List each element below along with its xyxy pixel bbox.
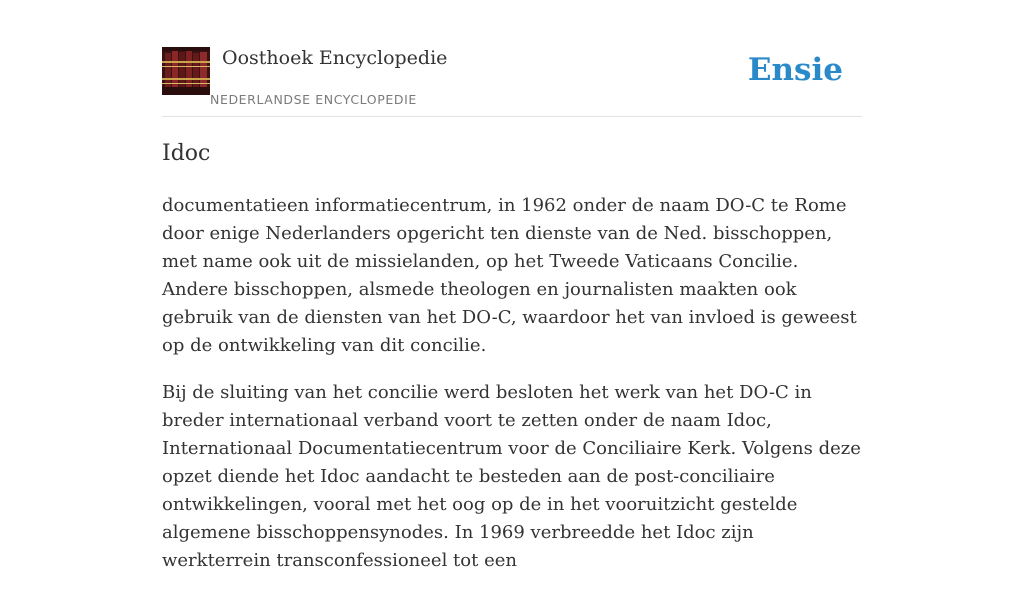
site-subtitle: NEDERLANDSE ENCYCLOPEDIE (210, 92, 417, 107)
article-title: Idoc (162, 141, 211, 166)
books-icon (162, 47, 210, 95)
site-name[interactable]: Oosthoek Encyclopedie (222, 47, 448, 69)
site-header (162, 46, 862, 117)
brand-logo[interactable]: Ensie (747, 52, 843, 88)
article-body (162, 192, 862, 594)
encyclopedia-books-avatar[interactable] (162, 47, 210, 95)
article-paragraph: Bij de sluiting van het concilie werd besloten het werk van het DO-C in breder internationaal verband voort te zetten onder de naam Idoc, Internationaal Documentatiecentrum voor de Conciliaire Kerk. Volgens deze opzet diende het Idoc aandacht te besteden aan de post-conciliaire ontwikkelingen, vooral met het oog op de in het vooruitzicht gestelde algemene bisschoppensynodes. In 1969 verbreedde het Idoc zijn werkterrein transconfessioneel tot een (162, 382, 861, 571)
article-paragraph: documentatieen informatiecentrum, in 1962 onder de naam DO-C te Rome door enige Nederlanders opgericht ten dienste van de Ned. bisschoppen, met name ook uit de missielanden, op het Tweede Vaticaans Concilie. Andere bisschoppen, alsmede theologen en journalisten maakten ook gebruik van de diensten van het DO-C, waardoor het van invloed is geweest op de ontwikkeling van dit concilie. (162, 195, 857, 356)
